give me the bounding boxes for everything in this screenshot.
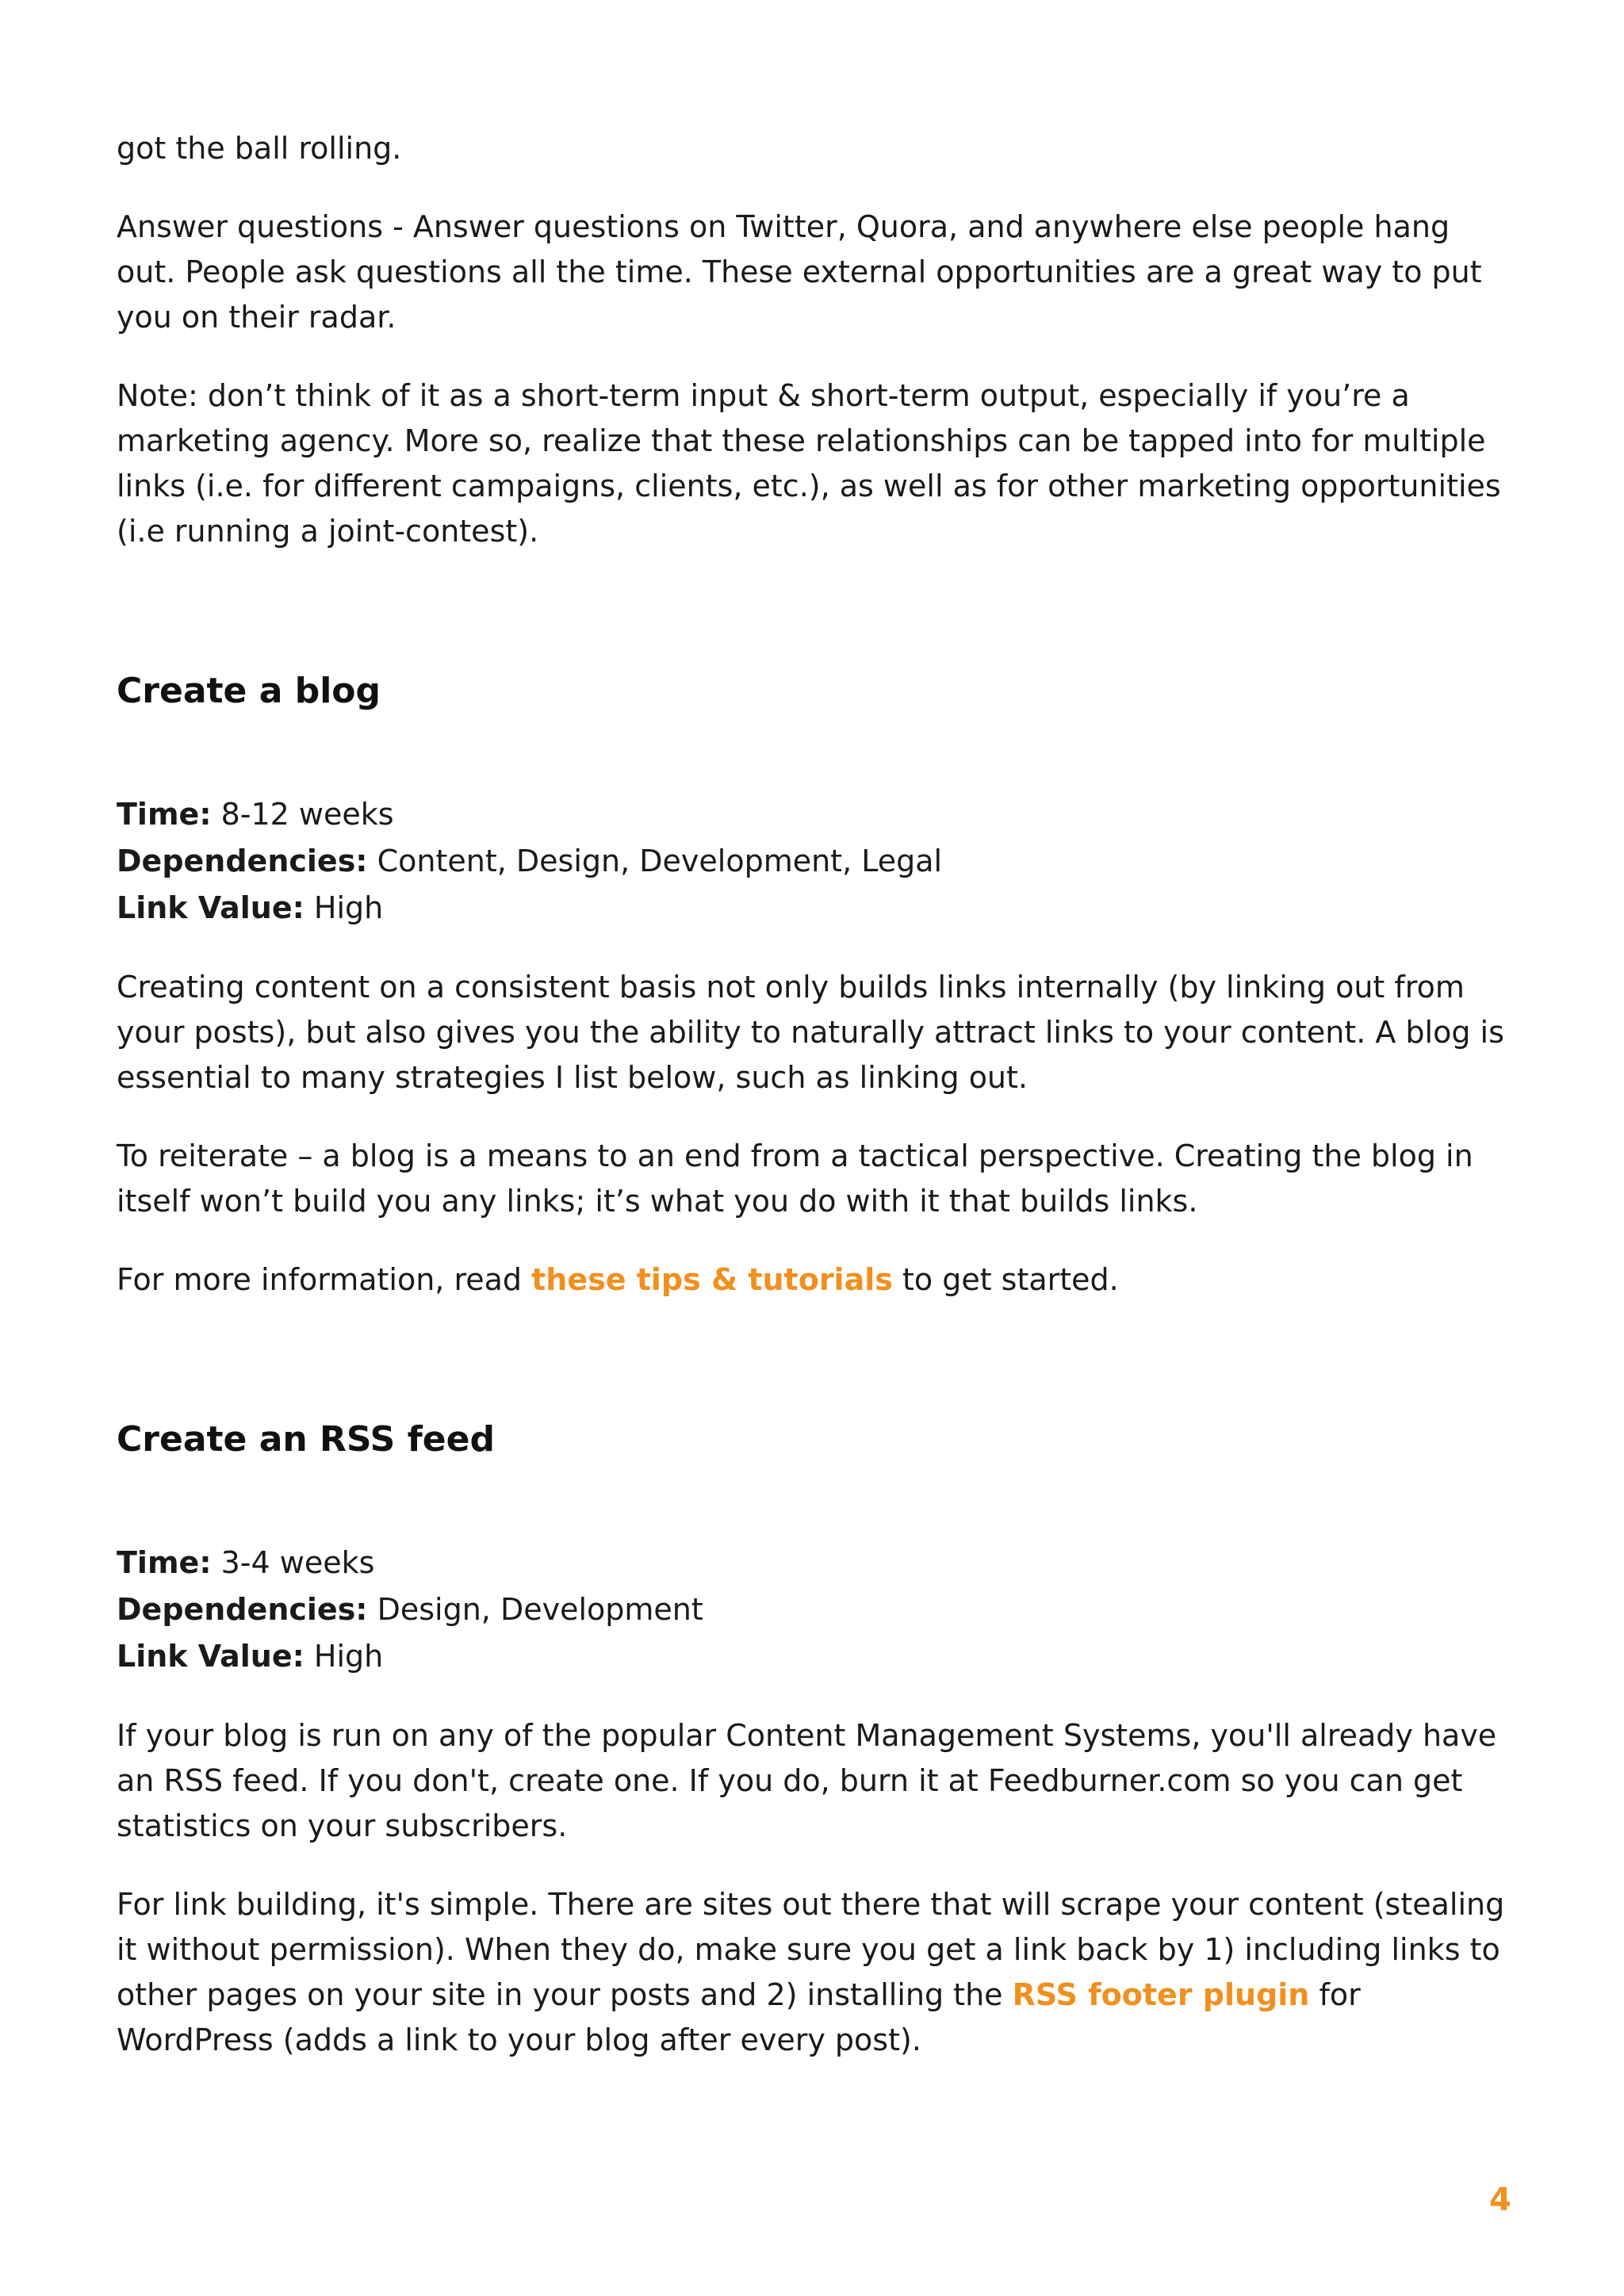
document-page xyxy=(117,119,1512,2063)
meta-link-value xyxy=(117,1633,1512,1680)
meta-link-value-label: Link Value: xyxy=(117,890,304,925)
meta-time-value: 8-12 weeks xyxy=(220,797,394,832)
section2-meta xyxy=(117,1540,1512,1680)
meta-link-value-value: High xyxy=(313,1639,384,1674)
meta-link-value-value: High xyxy=(313,890,384,925)
section1-paragraph-2: To reiterate – a blog is a means to an end from a tactical perspective. Creating the blog in itself won’t build you any links; it’s what you do with it that builds links. xyxy=(117,1138,1473,1219)
intro-paragraph-3: Note: don’t think of it as a short-term input & short-term output, especially if you’re a marketing agency. More so, realize that these relationships can be tapped into for multiple links (i.e. for different campaigns, clients, etc.), as well as for other marketing opportunities (i.e running a joint-contest). xyxy=(117,378,1501,549)
meta-dependencies xyxy=(117,838,1512,885)
meta-link-value xyxy=(117,885,1512,932)
meta-dependencies-label: Dependencies: xyxy=(117,844,368,878)
section2-paragraph-2 xyxy=(117,1882,1512,2063)
section2-paragraph-1: If your blog is run on any of the popular Content Management Systems, you'll already have an RSS feed. If you don't, create one. If you do, burn it at Feedburner.com so you can get statistics on your subscribers. xyxy=(117,1718,1497,1843)
intro-paragraph-1: got the ball rolling. xyxy=(117,131,402,166)
meta-time-label: Time: xyxy=(117,1545,212,1580)
meta-dependencies-label: Dependencies: xyxy=(117,1592,368,1627)
meta-dependencies xyxy=(117,1586,1512,1633)
tips-tutorials-link[interactable]: these tips & tutorials xyxy=(531,1262,893,1297)
meta-dependencies-value: Content, Design, Development, Legal xyxy=(377,844,943,878)
meta-time-label: Time: xyxy=(117,797,212,832)
meta-dependencies-value: Design, Development xyxy=(377,1592,703,1627)
meta-time-value: 3-4 weeks xyxy=(220,1545,375,1580)
section1-paragraph-3 xyxy=(117,1257,1512,1303)
page-number: 4 xyxy=(1489,2182,1511,2218)
intro-paragraph-2: Answer questions - Answer questions on Twitter, Quora, and anywhere else people hang out. People ask questions all the time. These external opportunities are a great way to put you on their radar. xyxy=(117,209,1482,335)
meta-time xyxy=(117,791,1512,838)
section1-p3-after: to get started. xyxy=(902,1262,1119,1297)
section-heading-create-rss-feed: Create an RSS feed xyxy=(117,1419,495,1460)
section1-p3-before: For more information, read xyxy=(117,1262,523,1297)
section2-p2-after: for WordPress (adds a link to your blog after every post). xyxy=(117,1977,1361,2057)
section1-meta xyxy=(117,791,1512,932)
meta-link-value-label: Link Value: xyxy=(117,1639,304,1674)
meta-time xyxy=(117,1540,1512,1586)
section2-p2-before: For link building, it's simple. There are sites out there that will scrape your content (stealing it without permission). When they do, make sure you get a link back by 1) including links to other pages on your site in your posts and 2) installing the xyxy=(117,1887,1505,2012)
section-heading-create-blog: Create a blog xyxy=(117,671,381,711)
section1-paragraph-1: Creating content on a consistent basis not only builds links internally (by linking out from your posts), but also gives you the ability to naturally attract links to your content. A blog is essential to many strategies I list below, such as linking out. xyxy=(117,970,1504,1095)
rss-footer-plugin-link[interactable]: RSS footer plugin xyxy=(1012,1977,1310,2012)
